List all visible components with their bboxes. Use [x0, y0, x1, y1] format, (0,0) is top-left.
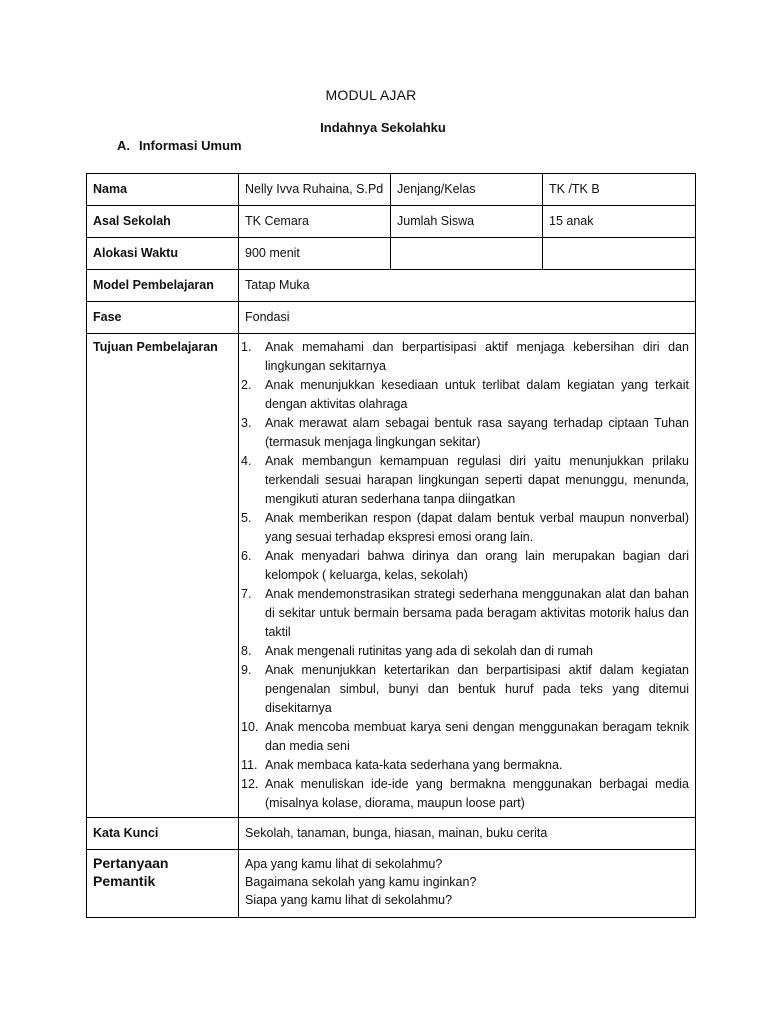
list-item-text: Anak memahami dan berpartisipasi aktif menjaga kebersihan diri dan lingkungan sekitarnya — [265, 340, 689, 373]
fase-value: Fondasi — [239, 302, 696, 334]
list-item-text: Anak membaca kata-kata sederhana yang bermakna. — [265, 758, 563, 772]
table-row — [87, 238, 696, 270]
fase-label: Fase — [87, 302, 239, 334]
list-item-text: Anak menunjukkan ketertarikan dan berpartisipasi aktif dalam kegiatan pengenalan simbul, bunyi dan bentuk huruf pada teks yang ditemui disekitarnya — [265, 663, 689, 715]
table-row — [87, 206, 696, 238]
question-line: Bagaimana sekolah yang kamu inginkan? — [245, 875, 477, 889]
section-heading — [117, 138, 242, 153]
list-item-number: 7. — [241, 587, 252, 601]
asal-sekolah-label: Asal Sekolah — [87, 206, 239, 238]
table-row — [87, 818, 696, 850]
table-row — [87, 850, 696, 918]
info-table — [86, 173, 696, 918]
list-item — [241, 661, 689, 718]
nama-value: Nelly Ivva Ruhaina, S.Pd — [239, 174, 391, 206]
list-item-text: Anak mendemonstrasikan strategi sederhana menggunakan alat dan bahan di sekitar untuk bermain bersama pada beragam aktivitas motorik halus dan taktil — [265, 587, 689, 639]
list-item-number: 3. — [241, 416, 252, 430]
table-row — [87, 302, 696, 334]
list-item — [241, 547, 689, 585]
list-item-number: 10. — [241, 720, 259, 734]
tujuan-pembelajaran-label: Tujuan Pembelajaran — [87, 334, 239, 818]
pertanyaan-pemantik-value — [239, 850, 696, 918]
list-item — [241, 376, 689, 414]
jenjang-value: TK /TK B — [543, 174, 696, 206]
list-item — [241, 775, 689, 813]
list-item-text: Anak mencoba membuat karya seni dengan menggunakan beragam teknik dan media seni — [265, 720, 689, 753]
nama-label: Nama — [87, 174, 239, 206]
list-item — [241, 509, 689, 547]
list-item-number: 11. — [241, 758, 258, 772]
empty-cell — [543, 238, 696, 270]
list-item-number: 9. — [241, 663, 252, 677]
list-item — [241, 338, 689, 376]
kata-kunci-label: Kata Kunci — [87, 818, 239, 850]
list-item-text: Anak merawat alam sebagai bentuk rasa sayang terhadap ciptaan Tuhan (termasuk menjaga lingkungan sekitar) — [265, 416, 689, 449]
model-pembelajaran-label: Model Pembelajaran — [87, 270, 239, 302]
list-item-text: Anak menunjukkan kesediaan untuk terlibat dalam kegiatan yang terkait dengan aktivitas olahraga — [265, 378, 689, 411]
alokasi-waktu-label: Alokasi Waktu — [87, 238, 239, 270]
list-item — [241, 452, 689, 509]
question-line: Apa yang kamu lihat di sekolahmu? — [245, 857, 443, 871]
list-item-number: 12. — [241, 777, 259, 791]
list-item-number: 6. — [241, 549, 252, 563]
jumlah-siswa-label: Jumlah Siswa — [391, 206, 543, 238]
list-item-number: 2. — [241, 378, 252, 392]
list-item-text: Anak menuliskan ide-ide yang bermakna menggunakan berbagai media (misalnya kolase, diorama, maupun loose part) — [265, 777, 689, 810]
kata-kunci-value: Sekolah, tanaman, bunga, hiasan, mainan, buku cerita — [239, 818, 696, 850]
list-item-number: 1. — [241, 340, 252, 354]
list-item-text: Anak membangun kemampuan regulasi diri yaitu menunjukkan prilaku terkendali sesuai harapan lingkungan seperti dapat menunggu, menunda, mengikuti aturan sederhana tanpa diingatkan — [265, 454, 689, 506]
list-item — [241, 756, 689, 775]
asal-sekolah-value: TK Cemara — [239, 206, 391, 238]
section-title: Informasi Umum — [139, 138, 242, 153]
list-item — [241, 585, 689, 642]
question-line: Siapa yang kamu lihat di sekolahmu? — [245, 893, 453, 907]
list-item — [241, 642, 689, 661]
pertanyaan-pemantik-label: Pertanyaan Pemantik — [87, 850, 239, 918]
alokasi-waktu-value: 900 menit — [239, 238, 391, 270]
questions-list — [245, 855, 689, 909]
list-item-number: 8. — [241, 644, 252, 658]
list-item-number: 4. — [241, 454, 252, 468]
table-row — [87, 270, 696, 302]
list-item — [241, 414, 689, 452]
tujuan-pembelajaran-value — [239, 334, 696, 818]
document-title: MODUL AJAR — [325, 87, 417, 103]
jenjang-label: Jenjang/Kelas — [391, 174, 543, 206]
table-row — [87, 334, 696, 818]
table-row — [87, 174, 696, 206]
goals-list — [241, 338, 689, 813]
model-pembelajaran-value: Tatap Muka — [239, 270, 696, 302]
section-letter: A. — [117, 138, 130, 153]
jumlah-siswa-value: 15 anak — [543, 206, 696, 238]
list-item-text: Anak menyadari bahwa dirinya dan orang lain merupakan bagian dari kelompok ( keluarga, kelas, sekolah) — [265, 549, 689, 582]
list-item — [241, 718, 689, 756]
list-item-text: Anak mengenali rutinitas yang ada di sekolah dan di rumah — [265, 644, 593, 658]
empty-cell — [391, 238, 543, 270]
document-subtitle: Indahnya Sekolahku — [320, 120, 446, 135]
list-item-number: 5. — [241, 511, 252, 525]
list-item-text: Anak memberikan respon (dapat dalam bentuk verbal maupun nonverbal) yang sesuai terhadap ekspresi emosi orang lain. — [265, 511, 689, 544]
